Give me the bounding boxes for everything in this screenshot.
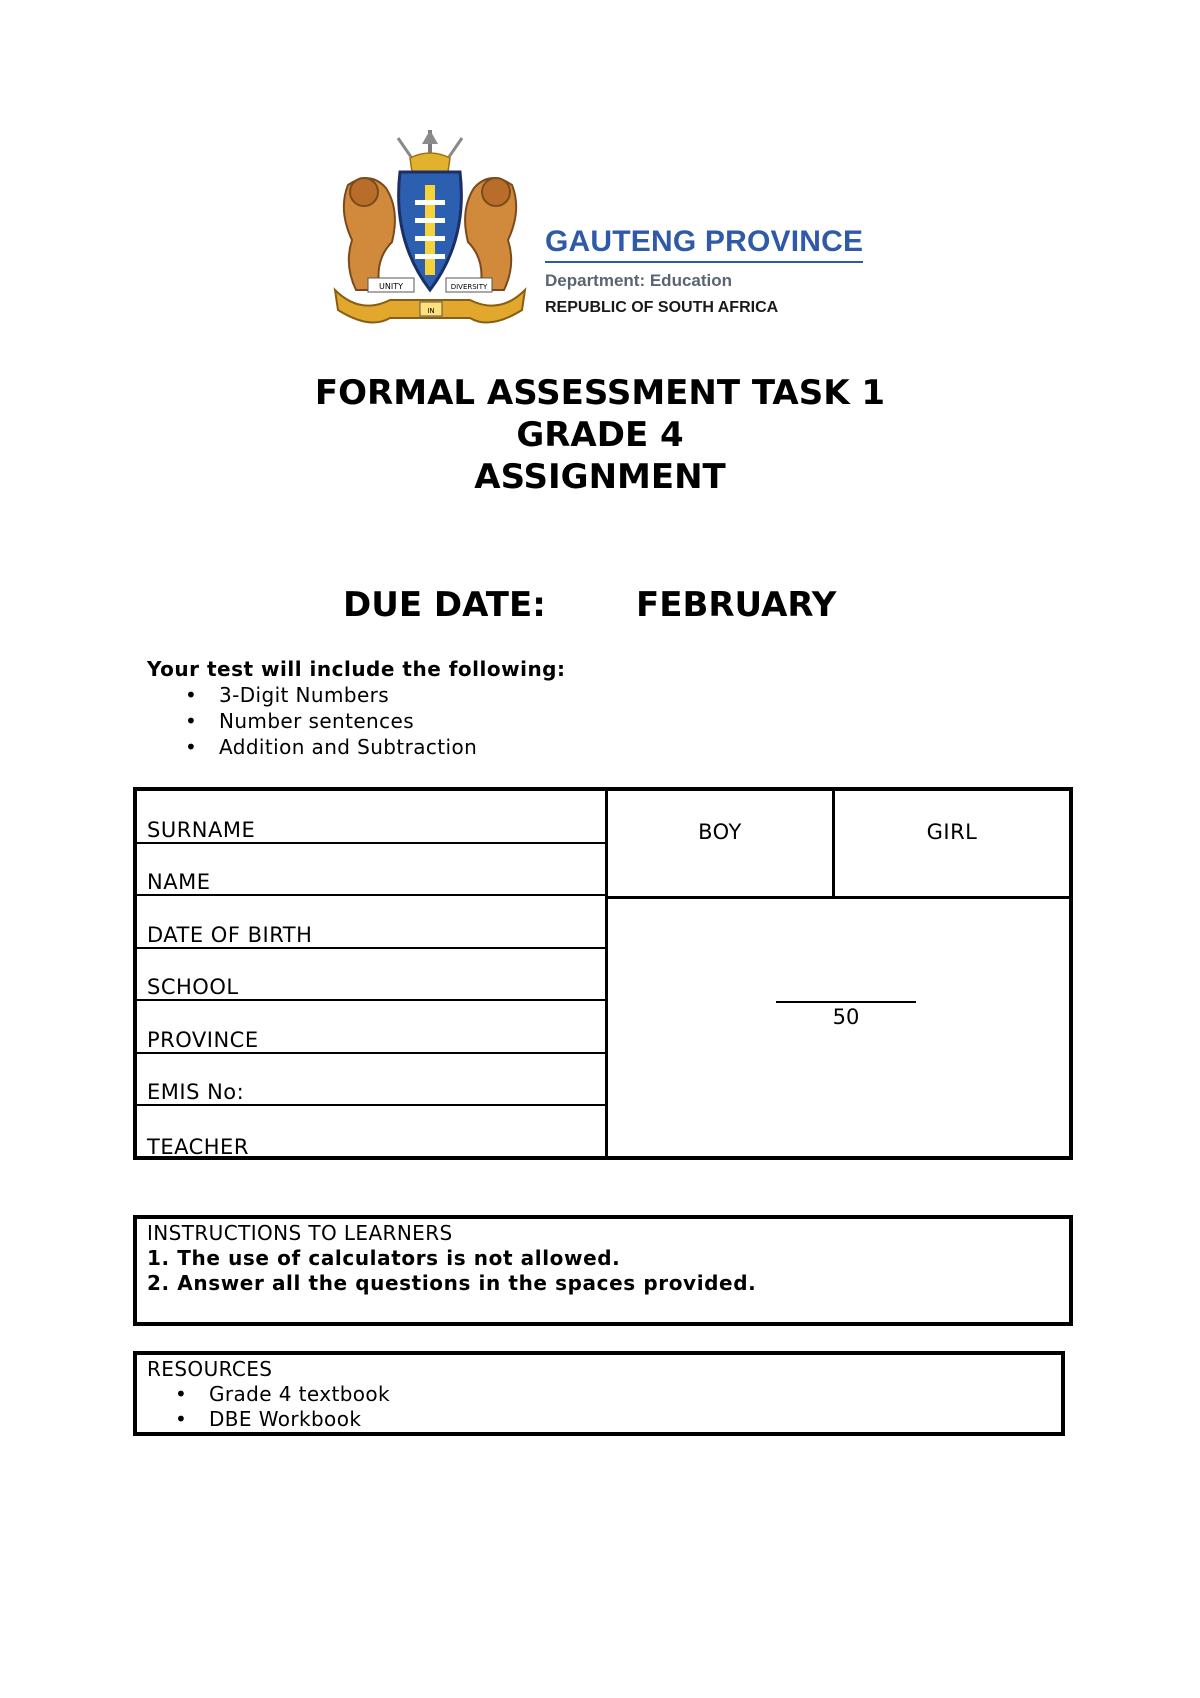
emis-field[interactable]	[137, 1054, 605, 1107]
document-title	[0, 372, 1200, 498]
field-label: SCHOOL	[147, 975, 239, 999]
boy-cell[interactable]	[608, 791, 835, 896]
due-date-label: DUE DATE:	[343, 585, 546, 625]
coat-of-arms-icon	[330, 130, 545, 330]
country-name: REPUBLIC OF SOUTH AFRICA	[545, 299, 779, 316]
resources-list	[147, 1382, 1051, 1432]
instruction-item: 1. The use of calculators is not allowed.	[147, 1246, 621, 1270]
title-line-2: GRADE 4	[516, 415, 684, 455]
title-line-3: ASSIGNMENT	[474, 457, 726, 497]
boy-label: BOY	[698, 820, 742, 844]
instructions-box	[133, 1215, 1073, 1326]
due-date-value: FEBRUARY	[636, 585, 837, 625]
svg-text:UNITY: UNITY	[379, 282, 403, 291]
field-label: SURNAME	[147, 817, 256, 842]
instruction-item: 2. Answer all the questions in the spaces provided.	[147, 1271, 757, 1295]
list-item: • DBE Workbook	[147, 1407, 1051, 1432]
svg-text:DIVERSITY: DIVERSITY	[450, 283, 488, 291]
test-includes-list	[147, 682, 566, 760]
name-field[interactable]	[137, 844, 605, 897]
list-item: • Number sentences	[147, 708, 566, 734]
field-label: NAME	[147, 870, 211, 894]
learner-fields	[137, 791, 608, 1159]
resources-box	[133, 1351, 1065, 1436]
header-text	[545, 225, 875, 317]
title-line-1: FORMAL ASSESSMENT TASK 1	[314, 373, 886, 413]
resources-heading: RESOURCES	[147, 1357, 273, 1381]
svg-text:IN: IN	[427, 307, 435, 315]
province-name: GAUTENG PROVINCE	[545, 225, 863, 263]
instructions-heading: INSTRUCTIONS TO LEARNERS	[147, 1221, 453, 1245]
total-marks: 50	[776, 1001, 916, 1029]
gender-cells	[608, 791, 1069, 899]
date-of-birth-field[interactable]	[137, 896, 605, 949]
field-label: EMIS No:	[147, 1080, 245, 1104]
field-label: DATE OF BIRTH	[147, 922, 313, 947]
province-field[interactable]	[137, 1001, 605, 1054]
girl-cell[interactable]	[835, 791, 1069, 896]
surname-field[interactable]	[137, 791, 605, 844]
field-label: PROVINCE	[147, 1027, 259, 1052]
school-field[interactable]	[137, 949, 605, 1002]
header-logo	[330, 130, 870, 330]
list-item: • Addition and Subtraction	[147, 734, 566, 760]
department-name: Department: Education	[545, 271, 733, 290]
test-includes	[147, 656, 566, 760]
learner-info-table	[133, 787, 1073, 1160]
test-includes-heading: Your test will include the following:	[147, 657, 566, 681]
list-item: • 3-Digit Numbers	[147, 682, 566, 708]
teacher-field[interactable]	[137, 1106, 605, 1159]
field-label: TEACHER	[147, 1134, 249, 1159]
girl-label: GIRL	[926, 820, 978, 844]
list-item: • Grade 4 textbook	[147, 1382, 1051, 1407]
